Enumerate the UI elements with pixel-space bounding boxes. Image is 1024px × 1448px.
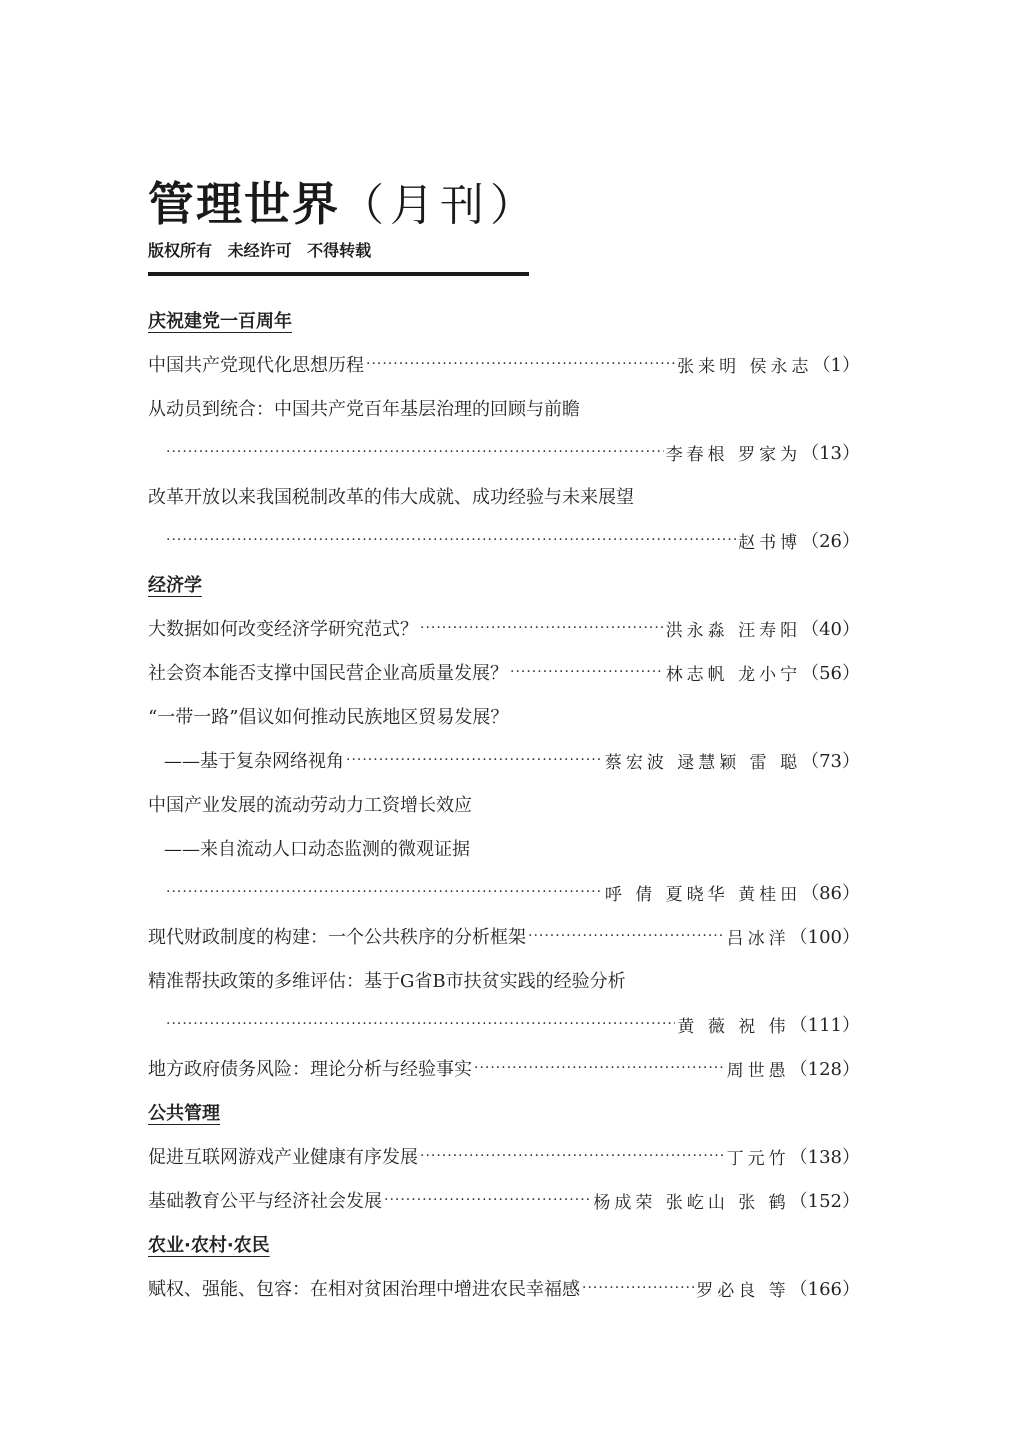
article-authors: 赵书博 — [738, 532, 802, 553]
article-title: 中国共产党现代化思想历程 — [148, 355, 364, 376]
page-number: （73） — [801, 751, 860, 772]
article-title: 精准帮扶政策的多维评估：基于G省B市扶贫实践的经验分析 — [148, 971, 626, 992]
article-subtitle: ——基于复杂网络视角 — [164, 751, 344, 772]
article-authors: 呼 倩 夏晓华 黄桂田 — [604, 884, 802, 905]
article-authors: 周世愚 — [726, 1060, 790, 1081]
page-number: （1） — [812, 355, 860, 376]
title-rule — [148, 272, 529, 276]
article-title: 大数据如何改变经济学研究范式？ — [148, 619, 418, 640]
article-title: 改革开放以来我国税制改革的伟大成就、成功经验与未来展望 — [148, 487, 634, 508]
toc-entry[interactable] — [148, 1046, 860, 1090]
toc-entry-continuation — [148, 1002, 860, 1046]
article-title: 现代财政制度的构建：一个公共秩序的分析框架 — [148, 927, 526, 948]
toc-entry[interactable] — [148, 650, 860, 694]
article-authors: 蔡宏波 逯慧颖 雷 聪 — [604, 752, 802, 773]
leader-dots — [346, 752, 603, 768]
toc-entry-continuation — [148, 870, 860, 914]
page-number: （40） — [801, 619, 860, 640]
toc-entry[interactable] — [148, 1266, 860, 1310]
article-title: 基础教育公平与经济社会发展 — [148, 1191, 382, 1212]
page-number: （56） — [801, 663, 860, 684]
toc-entry-continuation — [148, 738, 860, 782]
article-title: 地方政府债务风险：理论分析与经验事实 — [148, 1059, 472, 1080]
toc-entry-continuation — [148, 430, 860, 474]
article-authors: 洪永淼 汪寿阳 — [665, 620, 802, 641]
article-title: 赋权、强能、包容：在相对贫困治理中增进农民幸福感 — [148, 1279, 580, 1300]
page-number: （128） — [789, 1059, 860, 1080]
masthead — [148, 176, 540, 261]
article-title: 促进互联网游戏产业健康有序发展 — [148, 1147, 418, 1168]
toc-entry-continuation — [148, 518, 860, 562]
leader-dots — [510, 664, 664, 680]
journal-frequency: （月刊） — [340, 180, 540, 231]
leader-dots — [366, 356, 675, 372]
article-title: 社会资本能否支撑中国民营企业高质量发展？ — [148, 663, 508, 684]
page-number: （13） — [801, 443, 860, 464]
toc-entry[interactable] — [148, 958, 860, 1002]
leader-dots — [420, 620, 664, 636]
article-title: “一带一路”倡议如何推动民族地区贸易发展？ — [148, 707, 509, 728]
article-title: 从动员到统合：中国共产党百年基层治理的回顾与前瞻 — [148, 399, 580, 420]
leader-dots — [528, 928, 725, 944]
journal-title — [148, 176, 540, 234]
article-subtitle: ——来自流动人口动态监测的微观证据 — [164, 839, 470, 860]
toc-entry[interactable] — [148, 1134, 860, 1178]
toc-entry[interactable] — [148, 694, 860, 738]
toc-entry-continuation — [148, 826, 860, 870]
page-number: （111） — [789, 1015, 860, 1036]
article-authors: 罗必良 等 — [696, 1280, 790, 1301]
leader-dots — [166, 1016, 675, 1032]
leader-dots — [166, 532, 736, 548]
page-number: （138） — [789, 1147, 860, 1168]
toc-entry[interactable] — [148, 342, 860, 386]
article-authors: 林志帆 龙小宁 — [665, 664, 802, 685]
toc-entry[interactable] — [148, 914, 860, 958]
leader-dots — [166, 444, 664, 460]
article-authors: 李春根 罗家为 — [665, 444, 802, 465]
page-number: （100） — [789, 927, 860, 948]
journal-name: 管理世界 — [148, 177, 340, 231]
section-heading: 经济学 — [148, 575, 202, 596]
article-title: 中国产业发展的流动劳动力工资增长效应 — [148, 795, 472, 816]
toc-entry[interactable] — [148, 474, 860, 518]
page-number: （166） — [789, 1279, 860, 1300]
section-heading: 公共管理 — [148, 1103, 220, 1124]
leader-dots — [420, 1148, 725, 1164]
article-authors: 吕冰洋 — [726, 928, 790, 949]
leader-dots — [384, 1192, 591, 1208]
toc-entry[interactable] — [148, 386, 860, 430]
page-number: （26） — [801, 531, 860, 552]
toc-entry[interactable] — [148, 1178, 860, 1222]
leader-dots — [166, 884, 603, 900]
article-authors: 丁元竹 — [726, 1148, 790, 1169]
leader-dots — [582, 1280, 694, 1296]
toc-entry[interactable] — [148, 606, 860, 650]
article-authors: 张来明 侯永志 — [677, 356, 813, 377]
article-authors: 杨成荣 张屹山 张 鹤 — [593, 1192, 790, 1213]
leader-dots — [474, 1060, 725, 1076]
page-number: （86） — [801, 883, 860, 904]
article-authors: 黄 薇 祝 伟 — [677, 1016, 790, 1037]
toc-entry[interactable] — [148, 782, 860, 826]
copyright-notice: 版权所有 未经许可 不得转载 — [148, 241, 372, 260]
section-heading: 庆祝建党一百周年 — [148, 311, 292, 332]
page-number: （152） — [789, 1191, 860, 1212]
table-of-contents — [148, 298, 860, 1310]
section-heading: 农业·农村·农民 — [148, 1235, 270, 1256]
